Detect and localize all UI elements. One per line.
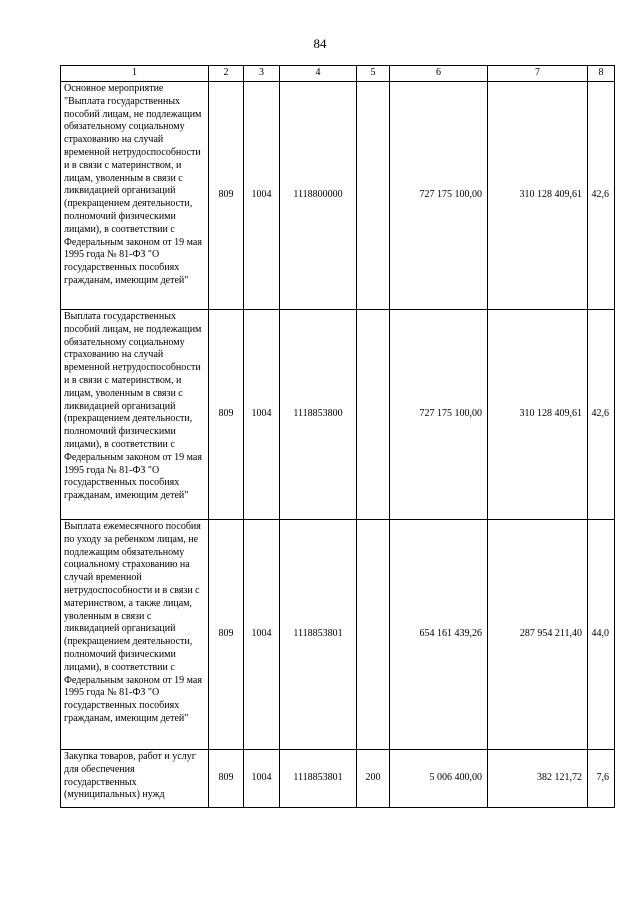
budget-table xyxy=(60,65,615,808)
table-row xyxy=(61,750,615,808)
row-actual-amount: 382 121,72 xyxy=(488,750,588,808)
row-plan-amount: 727 175 100,00 xyxy=(390,82,488,310)
row-actual-amount: 310 128 409,61 xyxy=(488,82,588,310)
row-code-2: 809 xyxy=(209,750,244,808)
column-number-row xyxy=(61,66,615,82)
row-percent: 44,0 xyxy=(588,520,615,750)
row-percent: 42,6 xyxy=(588,82,615,310)
row-code-2: 809 xyxy=(209,82,244,310)
row-code-3: 1004 xyxy=(244,750,280,808)
page-number: 84 xyxy=(313,36,327,51)
column-header: 3 xyxy=(244,66,280,82)
column-header: 8 xyxy=(588,66,615,82)
row-plan-amount: 727 175 100,00 xyxy=(390,310,488,520)
row-percent: 42,6 xyxy=(588,310,615,520)
row-code-5 xyxy=(357,520,390,750)
row-name: Закупка товаров, работ и услуг для обеспечения государственных (муниципальных) нужд xyxy=(61,750,209,808)
column-header: 2 xyxy=(209,66,244,82)
column-header: 6 xyxy=(390,66,488,82)
column-header: 1 xyxy=(61,66,209,82)
row-name: Основное мероприятие "Выплата государственных пособий лицам, не подлежащим обязательному социальному страхованию на случай временной нетрудоспособности и в связи с материнством, и лицам, уволенным в связи с ликвидацией организаций (прекращением деятельности, полномочий физическими лицами), в соответствии с Федеральным законом от 19 мая 1995 года № 81-ФЗ "О государственных пособиях гражданам, имеющим детей" xyxy=(61,82,209,310)
column-header: 5 xyxy=(357,66,390,82)
table-row xyxy=(61,82,615,310)
row-code-4: 1118853800 xyxy=(280,310,357,520)
row-code-2: 809 xyxy=(209,310,244,520)
row-code-5 xyxy=(357,82,390,310)
row-code-4: 1118800000 xyxy=(280,82,357,310)
row-code-4: 1118853801 xyxy=(280,520,357,750)
column-header: 7 xyxy=(488,66,588,82)
row-actual-amount: 287 954 211,40 xyxy=(488,520,588,750)
row-code-3: 1004 xyxy=(244,82,280,310)
row-code-2: 809 xyxy=(209,520,244,750)
row-name: Выплата ежемесячного пособия по уходу за ребенком лицам, не подлежащим обязательному социальному страхованию на случай временной нетрудоспособности и в связи с материнством, а также лицам, уволенным в связи с ликвидацией организаций (прекращением деятельности, полномочий физическими лицами), в соответствии с Федеральным законом от 19 мая 1995 года № 81-ФЗ "О государственных пособиях гражданам, имеющим детей" xyxy=(61,520,209,750)
row-actual-amount: 310 128 409,61 xyxy=(488,310,588,520)
row-percent: 7,6 xyxy=(588,750,615,808)
row-code-4: 1118853801 xyxy=(280,750,357,808)
table-row xyxy=(61,310,615,520)
row-code-5: 200 xyxy=(357,750,390,808)
row-plan-amount: 654 161 439,26 xyxy=(390,520,488,750)
row-code-3: 1004 xyxy=(244,520,280,750)
row-code-5 xyxy=(357,310,390,520)
row-code-3: 1004 xyxy=(244,310,280,520)
row-plan-amount: 5 006 400,00 xyxy=(390,750,488,808)
column-header: 4 xyxy=(280,66,357,82)
table-row xyxy=(61,520,615,750)
row-name: Выплата государственных пособий лицам, не подлежащим обязательному социальному страхованию на случай временной нетрудоспособности и в связи с материнством, и лицам, уволенным в связи с ликвидацией организаций (прекращением деятельности, полномочий физическими лицами), в соответствии с Федеральным законом от 19 мая 1995 года № 81-ФЗ "О государственных пособиях гражданам, имеющим детей" xyxy=(61,310,209,520)
